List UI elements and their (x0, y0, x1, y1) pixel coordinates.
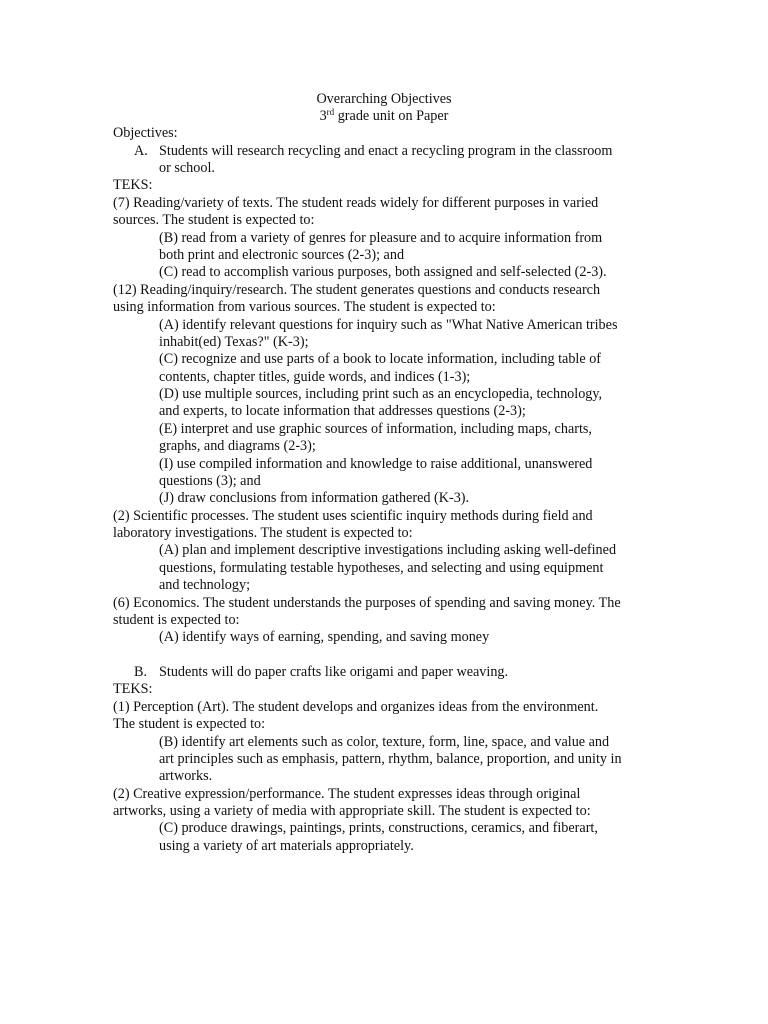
teks-standard: (7) Reading/variety of texts. The student reads widely for different purposes in varied (113, 195, 599, 211)
teks-item: (J) draw conclusions from information gathered (K-3). (159, 490, 470, 506)
teks-item: (I) use compiled information and knowledge to raise additional, unanswered (159, 456, 593, 472)
objective-b-marker: B. (134, 664, 148, 680)
teks-item: (B) identify art elements such as color, texture, form, line, space, and value and (159, 734, 610, 750)
teks-heading: TEKS: (113, 681, 153, 697)
teks-item: questions, formulating testable hypotheses, and selecting and using equipment (159, 560, 604, 576)
teks-item: inhabit(ed) Texas?" (K-3); (159, 334, 309, 350)
teks-item: (C) read to accomplish various purposes, both assigned and self-selected (2-3). (159, 264, 607, 280)
teks-item: and technology; (159, 577, 251, 593)
teks-standard: student is expected to: (113, 612, 240, 628)
teks-item: (E) interpret and use graphic sources of information, including maps, charts, (159, 421, 592, 437)
teks-item: (C) recognize and use parts of a book to locate information, including table of (159, 351, 602, 367)
teks-standard: (1) Perception (Art). The student develops and organizes ideas from the environment. (113, 699, 599, 715)
teks-item: questions (3); and (159, 473, 261, 489)
teks-item: (C) produce drawings, paintings, prints, constructions, ceramics, and fiberart, (159, 820, 598, 836)
teks-item: art principles such as emphasis, pattern, rhythm, balance, proportion, and unity in (159, 751, 622, 767)
teks-item: contents, chapter titles, guide words, and indices (1-3); (159, 369, 471, 385)
teks-standard: sources. The student is expected to: (113, 212, 315, 228)
teks-standard: (2) Scientific processes. The student uses scientific inquiry methods during field and (113, 508, 593, 524)
teks-standard: The student is expected to: (113, 716, 266, 732)
objective-b-text: Students will do paper crafts like origami and paper weaving. (159, 664, 509, 680)
objectives-heading: Objectives: (113, 125, 178, 141)
teks-standard: laboratory investigations. The student is expected to: (113, 525, 413, 541)
document-title: Overarching Objectives (316, 91, 452, 107)
teks-item: artworks. (159, 768, 213, 784)
teks-standard: (12) Reading/inquiry/research. The student generates questions and conducts research (113, 282, 601, 298)
teks-heading: TEKS: (113, 177, 153, 193)
objective-a-text: or school. (159, 160, 215, 176)
teks-standard: artworks, using a variety of media with appropriate skill. The student is expected to: (113, 803, 591, 819)
teks-item: both print and electronic sources (2-3); and (159, 247, 405, 263)
teks-item: (A) plan and implement descriptive investigations including asking well-defined (159, 542, 617, 558)
teks-item: using a variety of art materials appropriately. (159, 838, 414, 854)
teks-item: and experts, to locate information that addresses questions (2-3); (159, 403, 526, 419)
teks-standard: (6) Economics. The student understands the purposes of spending and saving money. The (113, 595, 621, 611)
teks-item: graphs, and diagrams (2-3); (159, 438, 316, 454)
teks-item: (A) identify ways of earning, spending, and saving money (159, 629, 490, 645)
objective-a-marker: A. (134, 143, 148, 159)
document-subtitle: 3rd grade unit on Paper (319, 107, 449, 124)
objective-a-text: Students will research recycling and enact a recycling program in the classroom (159, 143, 613, 159)
teks-standard: (2) Creative expression/performance. The student expresses ideas through original (113, 786, 581, 802)
teks-item: (D) use multiple sources, including print such as an encyclopedia, technology, (159, 386, 603, 402)
teks-standard: using information from various sources. The student is expected to: (113, 299, 496, 315)
teks-item: (A) identify relevant questions for inquiry such as "What Native American tribes (159, 317, 618, 333)
teks-item: (B) read from a variety of genres for pleasure and to acquire information from (159, 230, 603, 246)
